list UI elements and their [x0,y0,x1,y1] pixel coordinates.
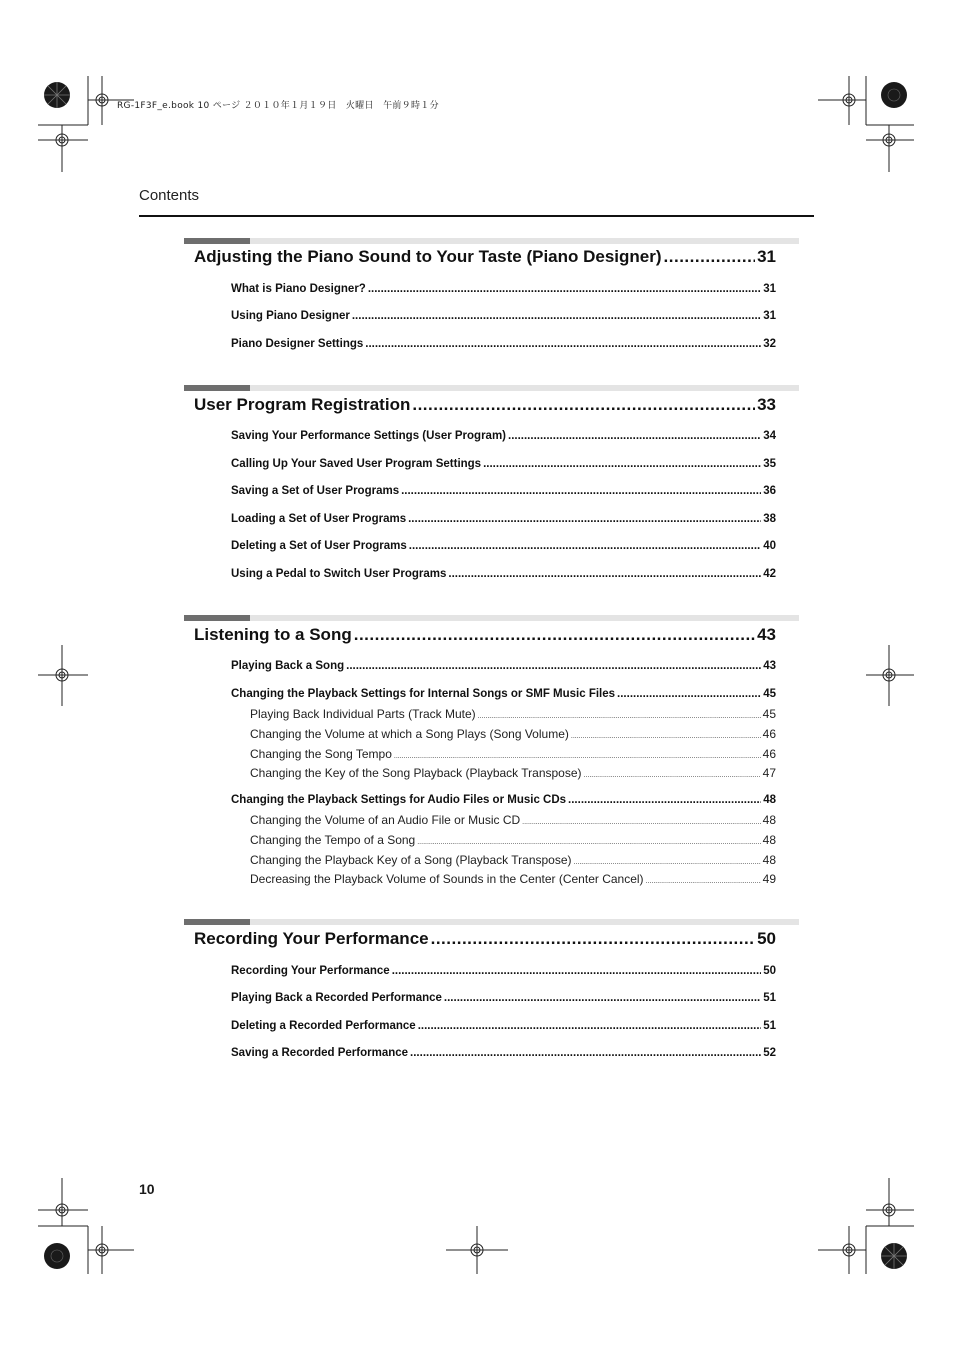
leader-dots [409,540,761,552]
leader-dots [408,513,761,525]
section-title: Recording Your Performance [194,929,429,948]
page-ref: 48 [763,794,776,806]
page-ref: 31 [757,247,776,266]
toc-subentry[interactable] [250,766,776,780]
toc-subentry[interactable] [250,872,776,886]
leader-dots [664,247,756,267]
entry-label: Changing the Volume at which a Song Plays (Song Volume) [250,727,569,741]
section-bar-accent [184,385,250,391]
page-ref: 46 [762,727,776,741]
entry-label: Changing the Playback Settings for Audio Files or Music CDs [231,794,567,806]
entry-label: Using a Pedal to Switch User Programs [231,568,447,580]
leader-dots [574,859,761,866]
entry-label: Using Piano Designer [231,310,350,322]
toc-entry[interactable] [231,513,776,525]
section-bar-accent [184,615,250,621]
section-title-row[interactable] [194,929,776,949]
toc-entry[interactable] [231,485,776,497]
leader-dots [431,929,755,949]
page-ref: 50 [757,929,776,948]
entry-label: Calling Up Your Saved User Program Settings [231,458,482,470]
toc-entry[interactable] [231,1047,776,1059]
page-ref: 50 [763,965,776,977]
page-ref: 52 [763,1047,776,1059]
page-ref: 32 [763,338,776,350]
leader-dots [368,283,761,295]
toc-subentry[interactable] [250,853,776,867]
entry-label: Deleting a Set of User Programs [231,540,407,552]
leader-dots [365,338,761,350]
toc-entry[interactable] [231,992,776,1004]
leader-dots [417,839,760,846]
page-number: 10 [139,1181,155,1197]
section-bar [184,385,799,391]
leader-dots [412,395,755,415]
page-ref: 36 [763,485,776,497]
section-title: Listening to a Song [194,625,352,644]
leader-dots [522,819,760,826]
leader-dots [646,878,761,885]
toc-entry[interactable] [231,430,776,442]
toc-entry[interactable] [231,283,776,295]
page-ref: 43 [763,660,776,672]
toc-subentry[interactable] [250,813,776,827]
toc-subentry[interactable] [250,747,776,761]
entry-label: Decreasing the Playback Volume of Sounds in the Center (Center Cancel) [250,872,644,886]
running-head: Contents [139,187,200,204]
entry-label: Playing Back a Song [231,660,345,672]
section-title-row[interactable] [194,247,776,267]
toc-entry[interactable] [231,338,776,350]
entry-label: Saving a Set of User Programs [231,485,400,497]
entry-label: Deleting a Recorded Performance [231,1020,416,1032]
file-header: RG-1F3F_e.book 10 ページ ２０１０年１月１９日 火曜日 午前９時１分 [117,101,439,111]
entry-label: Saving a Recorded Performance [231,1047,409,1059]
leader-dots [346,660,761,672]
leader-dots [444,992,761,1004]
section-title: Adjusting the Piano Sound to Your Taste (Piano Designer) [194,247,662,266]
leader-dots [401,485,761,497]
entry-label: Changing the Playback Settings for Internal Songs or SMF Music Files [231,688,616,700]
leader-dots [410,1047,761,1059]
leader-dots [352,310,761,322]
leader-dots [418,1020,762,1032]
page-ref: 51 [763,992,776,1004]
entry-label: Recording Your Performance [231,965,390,977]
page-ref: 38 [763,513,776,525]
section-bar [184,919,799,925]
page-ref: 43 [757,625,776,644]
entry-label: Saving Your Performance Settings (User Program) [231,430,507,442]
entry-label: Playing Back Individual Parts (Track Mute) [250,707,476,721]
header-rule [139,215,814,217]
page-ref: 33 [757,395,776,414]
toc-entry[interactable] [231,965,776,977]
leader-dots [394,753,761,760]
toc-entry[interactable] [231,310,776,322]
section-title: User Program Registration [194,395,411,414]
section-title-row[interactable] [194,625,776,645]
leader-dots [478,713,761,720]
entry-label: Loading a Set of User Programs [231,513,407,525]
page-ref: 45 [762,707,776,721]
toc-entry[interactable] [231,458,776,470]
page-ref: 48 [762,853,776,867]
page-ref: 48 [762,833,776,847]
toc-entry[interactable] [231,568,776,580]
leader-dots [568,794,761,806]
page-ref: 34 [763,430,776,442]
leader-dots [354,625,755,645]
section-bar [184,238,799,244]
entry-label: Piano Designer Settings [231,338,364,350]
toc-subentry[interactable] [250,833,776,847]
entry-label: Changing the Song Tempo [250,747,392,761]
leader-dots [448,568,761,580]
page-ref: 49 [762,872,776,886]
leader-dots [584,772,761,779]
toc-subentry[interactable] [250,707,776,721]
section-bar-accent [184,238,250,244]
toc-entry[interactable] [231,660,776,672]
entry-label: What is Piano Designer? [231,283,366,295]
leader-dots [483,458,761,470]
page-ref: 35 [763,458,776,470]
entry-label: Changing the Key of the Song Playback (Playback Transpose) [250,766,582,780]
section-bar [184,615,799,621]
toc-entry[interactable] [231,1020,776,1032]
entry-label: Playing Back a Recorded Performance [231,992,442,1004]
leader-dots [392,965,762,977]
entry-label: Changing the Tempo of a Song [250,833,416,847]
page-ref: 51 [763,1020,776,1032]
entry-label: Changing the Playback Key of a Song (Playback Transpose) [250,853,572,867]
page-ref: 31 [763,283,776,295]
page-ref: 45 [763,688,776,700]
toc-entry[interactable] [231,688,776,700]
page-ref: 31 [763,310,776,322]
toc-subentry[interactable] [250,727,776,741]
page-ref: 48 [762,813,776,827]
toc-entry[interactable] [231,794,776,806]
page-ref: 46 [762,747,776,761]
leader-dots [617,688,761,700]
section-title-row[interactable] [194,395,776,415]
leader-dots [571,733,761,740]
page-ref: 47 [762,766,776,780]
toc-entry[interactable] [231,540,776,552]
leader-dots [508,430,761,442]
page-ref: 40 [763,540,776,552]
page-ref: 42 [763,568,776,580]
section-bar-accent [184,919,250,925]
entry-label: Changing the Volume of an Audio File or Music CD [250,813,521,827]
